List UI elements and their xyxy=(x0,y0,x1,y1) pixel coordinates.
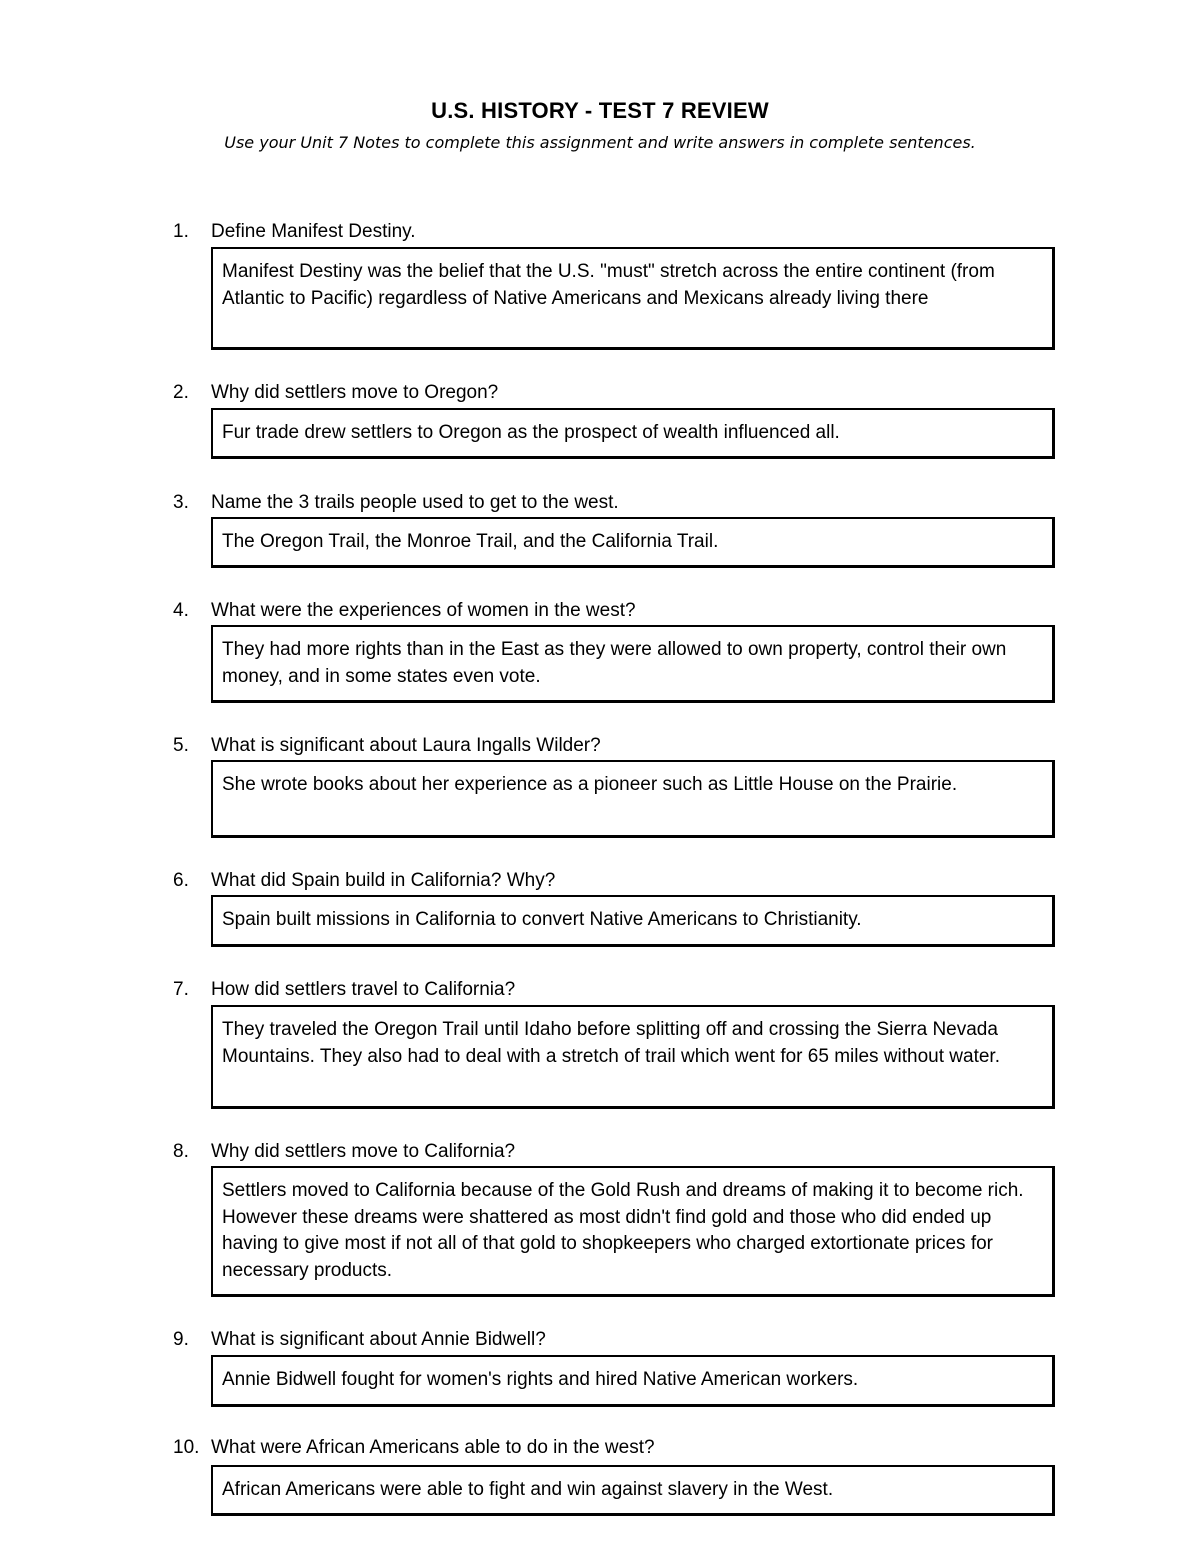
question-text: What were the experiences of women in the west? xyxy=(211,600,636,621)
question-text: Name the 3 trails people used to get to the west. xyxy=(211,492,619,513)
answer-box-7[interactable]: They traveled the Oregon Trail until Idaho before splitting off and crossing the Sierra Nevada Mountains. They also had to deal with a stretch of trail which went for 65 miles without water. xyxy=(211,1005,1055,1109)
question-text: Why did settlers move to Oregon? xyxy=(211,382,499,403)
question-number: 5. xyxy=(173,735,189,756)
worksheet-instructions: Use your Unit 7 Notes to complete this assignment and write answers in complete sentences. xyxy=(224,133,976,152)
answer-box-1[interactable]: Manifest Destiny was the belief that the U.S. "must" stretch across the entire continent (from Atlantic to Pacific) regardless of Native Americans and Mexicans already living there xyxy=(211,247,1055,350)
answer-box-8[interactable]: Settlers moved to California because of the Gold Rush and dreams of making it to become rich. However these dreams were shattered as most didn't find gold and those who did ended up having to give most if not all of that gold to shopkeepers who charged extortionate prices for necessary products. xyxy=(211,1166,1055,1297)
question-number: 8. xyxy=(173,1141,189,1162)
question-number: 10. xyxy=(173,1437,200,1458)
worksheet-title: U.S. HISTORY - TEST 7 REVIEW xyxy=(431,98,769,123)
answer-box-9[interactable]: Annie Bidwell fought for women's rights and hired Native American workers. xyxy=(211,1355,1055,1407)
question-number: 9. xyxy=(173,1329,189,1350)
answer-box-10[interactable]: African Americans were able to fight and win against slavery in the West. xyxy=(211,1465,1055,1516)
question-text: Define Manifest Destiny. xyxy=(211,221,416,242)
answer-box-4[interactable]: They had more rights than in the East as they were allowed to own property, control their own money, and in some states even vote. xyxy=(211,625,1055,703)
answer-box-3[interactable]: The Oregon Trail, the Monroe Trail, and the California Trail. xyxy=(211,517,1055,568)
question-number: 4. xyxy=(173,600,189,621)
answer-box-2[interactable]: Fur trade drew settlers to Oregon as the prospect of wealth influenced all. xyxy=(211,408,1055,459)
question-text: How did settlers travel to California? xyxy=(211,979,516,1000)
question-number: 1. xyxy=(173,221,189,242)
question-text: Why did settlers move to California? xyxy=(211,1141,516,1162)
question-number: 2. xyxy=(173,382,189,403)
question-text: What is significant about Annie Bidwell? xyxy=(211,1329,546,1350)
answer-box-5[interactable]: She wrote books about her experience as a pioneer such as Little House on the Prairie. xyxy=(211,760,1055,838)
answer-box-6[interactable]: Spain built missions in California to convert Native Americans to Christianity. xyxy=(211,895,1055,947)
question-text: What were African Americans able to do in the west? xyxy=(211,1437,655,1458)
question-number: 6. xyxy=(173,870,189,891)
question-text: What is significant about Laura Ingalls Wilder? xyxy=(211,735,601,756)
question-number: 3. xyxy=(173,492,189,513)
question-text: What did Spain build in California? Why? xyxy=(211,870,556,891)
question-number: 7. xyxy=(173,979,189,1000)
